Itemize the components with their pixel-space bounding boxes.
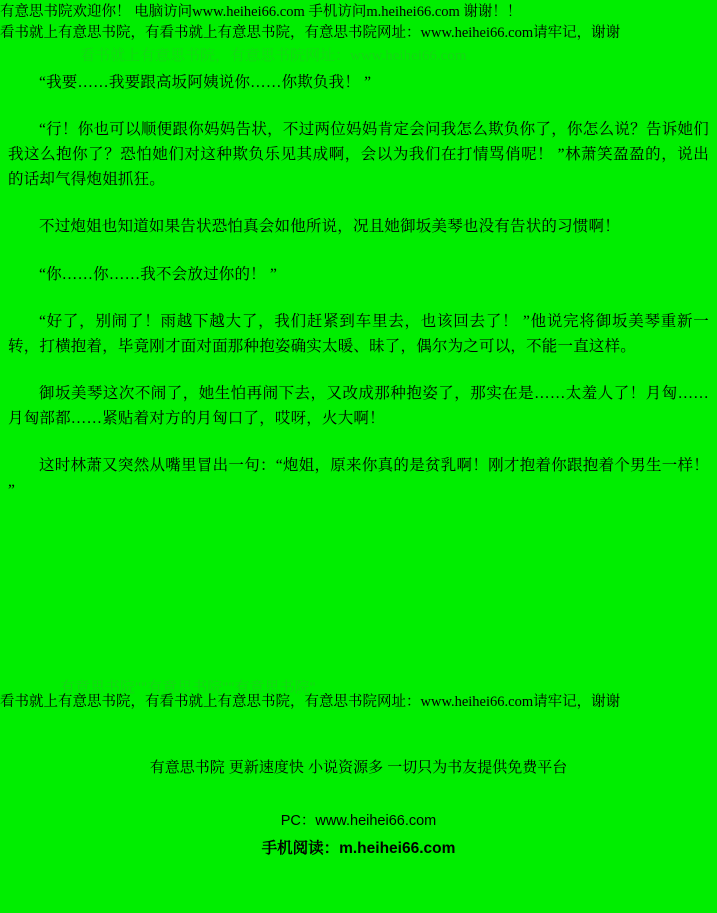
paragraph: “我要……我要跟高坂阿姨说你……你欺负我！ ” [39,74,372,92]
top-banner-line-1: 有意思书院欢迎你！ 电脑访问www.heihei66.com 手机访问m.heihei66.com 谢谢！！ [0,4,522,20]
watermark-bottom: 有意思书院""有意思书院""有意思书院" [60,680,316,696]
bottom-banner: 看书就上有意思书院，有看书就上有意思书院，有意思书院网址：www.heihei66.com请牢记，谢谢 [0,694,621,710]
footer-pc-url[interactable]: PC：www.heihei66.com [280,813,437,829]
footer-mobile-url[interactable]: 手机阅读：m.heihei66.com [261,840,456,857]
top-banner [0,0,717,44]
footer-promo-text: 有意思书院 更新速度快 小说资源多 一切只为书友提供免费平台 [149,759,568,776]
paragraph: “好了，别闹了！雨越下越大了，我们赶紧到车里去，也该回去了！ ”他说完将御坂美琴重新一转，打横抱着，毕竟刚才面对面那种抱姿确实太暖、昧了，偶尔为之可以，不能一直这样。 [8,312,709,355]
top-banner-line-2: 看书就上有意思书院，有看书就上有意思书院，有意思书院网址：www.heihei66.com请牢记，谢谢 [0,25,621,42]
paragraph: 不过炮姐也知道如果告状恐怕真会如他所说，况且她御坂美琴也没有告状的习惯啊！ [39,218,620,236]
paragraph: “你……你……我不会放过你的！ ” [39,265,278,283]
paragraph: 这时林萧又突然从嘴里冒出一句：“炮姐，原来你真的是贫乳啊！刚才抱着你跟抱着个男生一样！ ” [8,457,709,500]
chapter-content [0,70,717,503]
paragraph: “行！你也可以顺便跟你妈妈告状，不过两位妈妈肯定会问我怎么欺负你了，你怎么说？告诉她们我这么抱你了？恐怕她们对这种欺负乐见其成啊，会以为我们在打情骂俏呢！ ”林萧笑盈盈的，说出的话却气得炮姐抓狂。 [8,121,709,189]
paragraph: 御坂美琴这次不闹了，她生怕再闹下去，又改成那种抱姿了，那实在是……太羞人了！月匈……月匈部都……紧贴着对方的月匈口了，哎呀，火大啊！ [8,384,709,428]
watermark-middle: 看书就上有意思书院，有意思书院网址：www.heihei66.com [80,48,467,64]
